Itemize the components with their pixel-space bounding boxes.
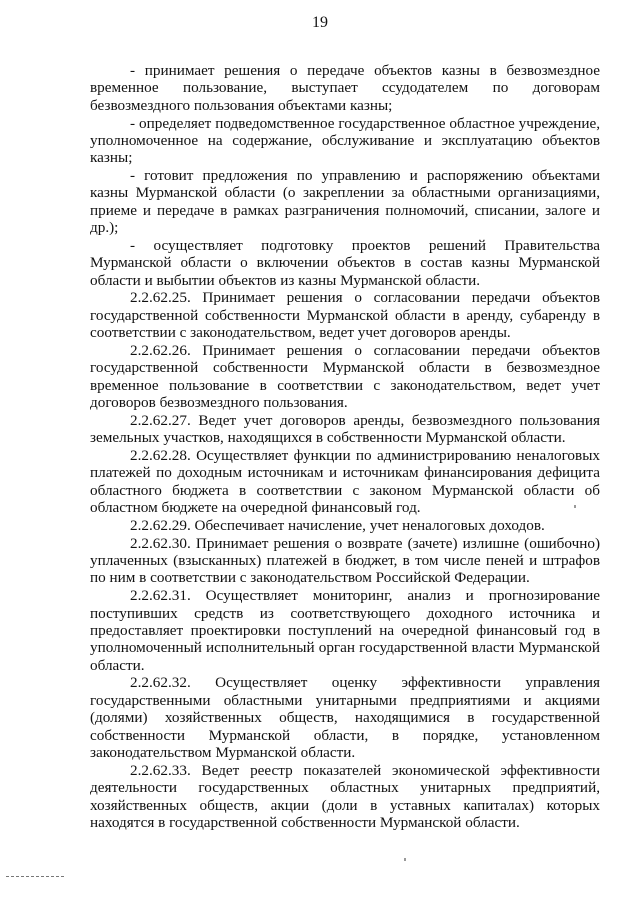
paragraph-bullet-3: - готовит предложения по управлению и распоряжению объектами казны Мурманской области (о закреплении за областными организациями, приеме и передаче в рамках разграничения полномочий, списании, залоге и др.); bbox=[90, 167, 600, 237]
paragraph-2-2-62-28: 2.2.62.28. Осуществляет функции по администрированию неналоговых платежей по доходным источникам и источникам финансирования дефицита областного бюджета в соответствии с законом Мурманской области об областном бюджете на очередной финансовый год. bbox=[90, 447, 600, 517]
paragraph-bullet-1: - принимает решения о передаче объектов казны в безвозмездное временное пользование, выступает ссудодателем по договорам безвозмездного пользования объектами казны; bbox=[90, 62, 600, 114]
paragraph-2-2-62-25: 2.2.62.25. Принимает решения о согласовании передачи объектов государственной собственности Мурманской области в аренду, субаренду в соответствии с законодательством, ведет учет договоров аренды. bbox=[90, 289, 600, 342]
paragraph-2-2-62-31: 2.2.62.31. Осуществляет мониторинг, анализ и прогнозирование поступивших средств из соответствующего доходного источника и предоставляет проектировки поступлений на очередной финансовый год в уполномоченный исполнительный орган государственной власти Мурманской области. bbox=[90, 587, 600, 674]
paragraph-2-2-62-26: 2.2.62.26. Принимает решения о согласовании передачи объектов государственной собственности Мурманской области в безвозмездное временное пользование в соответствии с законодательством, ведет учет договоров безвозмездного пользования. bbox=[90, 341, 600, 412]
scan-speck bbox=[404, 858, 406, 861]
paragraph-2-2-62-32: 2.2.62.32. Осуществляет оценку эффективности управления государственными областными унитарными предприятиями и акциями (долями) хозяйственных обществ, находящимися в государственной собственности Мурманской области, в порядке, установленном законодательством Мурманской области. bbox=[90, 674, 600, 762]
paragraph-2-2-62-30: 2.2.62.30. Принимает решения о возврате (зачете) излишне (ошибочно) уплаченных (взысканных) платежей в бюджет, в том числе пеней и штрафов по ним в соответствии с законодательством Российской Федерации. bbox=[90, 534, 600, 587]
paragraph-2-2-62-29: 2.2.62.29. Обеспечивает начисление, учет неналоговых доходов. bbox=[130, 516, 545, 534]
paragraph-2-2-62-33: 2.2.62.33. Ведет реестр показателей экономической эффективности деятельности государственных областных унитарных предприятий, хозяйственных обществ, акции (доли в уставных капиталах) которых находятся в государственной собственности Мурманской области. bbox=[90, 761, 600, 832]
paragraph-bullet-4: - осуществляет подготовку проектов решений Правительства Мурманской области о включении объектов в состав казны Мурманской области и выбытии объектов из казны Мурманской области. bbox=[90, 236, 600, 289]
scan-speck bbox=[574, 505, 576, 508]
footer-rule bbox=[6, 876, 64, 877]
paragraph-2-2-62-27: 2.2.62.27. Ведет учет договоров аренды, безвозмездного пользования земельных участков, находящихся в собственности Мурманской области. bbox=[90, 411, 600, 447]
document-body bbox=[90, 62, 600, 832]
page-number: 19 bbox=[312, 14, 328, 31]
paragraph-bullet-2: - определяет подведомственное государственное областное учреждение, уполномоченное на содержание, обслуживание и эксплуатацию объектов казны; bbox=[90, 114, 600, 167]
